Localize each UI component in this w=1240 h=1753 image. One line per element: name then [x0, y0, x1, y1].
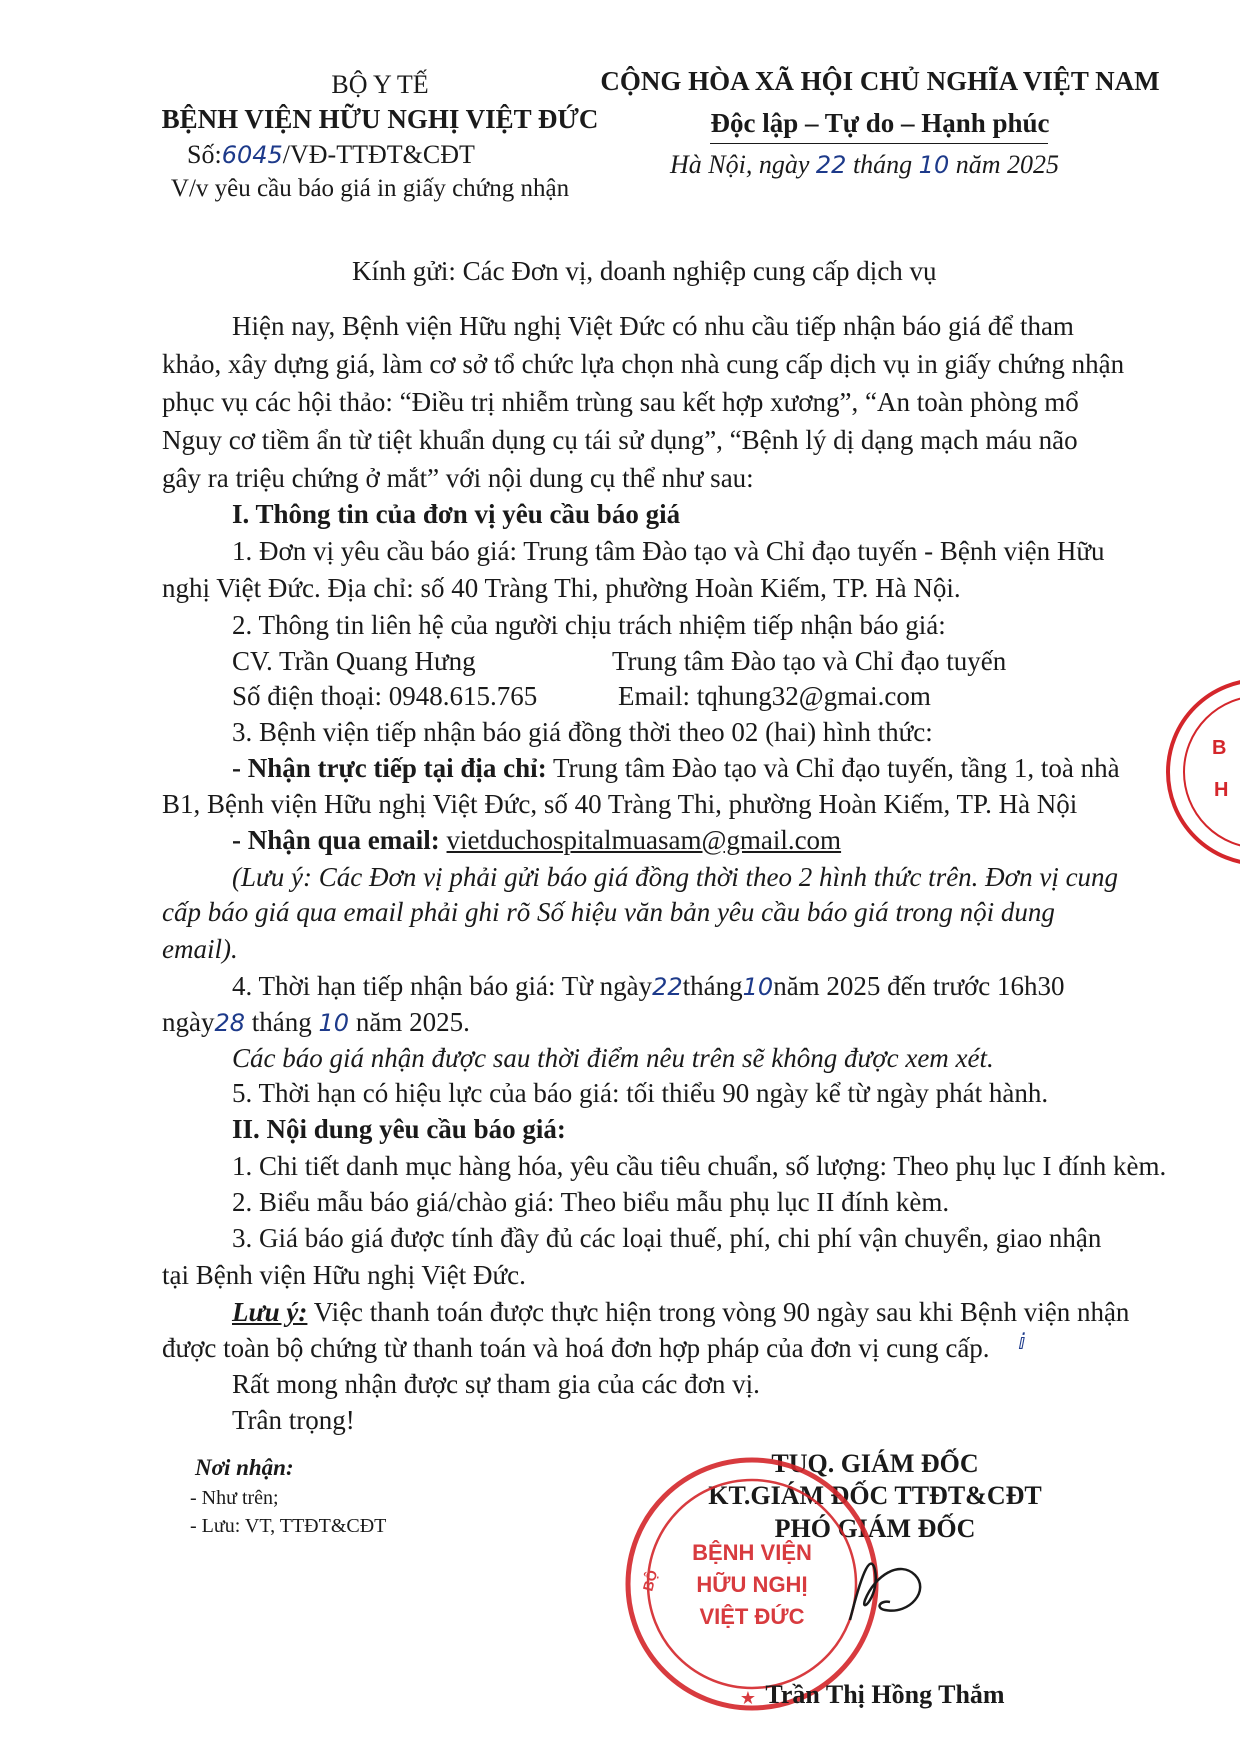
intro-line: khảo, xây dựng giá, làm cơ sở tổ chức lựa chọn nhà cung cấp dịch vụ in giấy chứng nhận [162, 349, 1125, 379]
recipients-heading: Nơi nhận: [195, 1455, 294, 1480]
doc-no-handwritten: 6045 [221, 141, 283, 169]
payment-note [232, 1293, 1129, 1331]
section-2-item-3-cont: tại Bệnh viện Hữu nghị Việt Đức. [162, 1260, 526, 1290]
contact-unit: Trung tâm Đào tạo và Chỉ đạo tuyến [612, 646, 1007, 676]
direct-label: - Nhận trực tiếp tại địa chỉ: [232, 753, 547, 783]
hospital-name: BỆNH VIỆN HỮU NGHỊ VIỆT ĐỨC [161, 104, 599, 134]
section-1-item-5: 5. Thời hạn có hiệu lực của báo giá: tối thiểu 90 ngày kể từ ngày phát hành. [232, 1078, 1049, 1108]
handwritten-signature [830, 1540, 950, 1640]
item4-day2-handwritten: 28 [214, 1009, 246, 1037]
item4-text: ngày [162, 1007, 215, 1037]
stamp-side-text: BỘ [639, 1568, 661, 1593]
svg-text:H: H [1214, 779, 1229, 801]
payment-note-text: Việc thanh toán được thực hiện trong vòng 90 ngày sau khi Bệnh viện nhận [313, 1297, 1130, 1327]
payment-note-label: Lưu ý: [232, 1297, 308, 1327]
item4-month2-handwritten: 10 [318, 1009, 350, 1037]
payment-note-cont: được toàn bộ chứng từ thanh toán và hoá đơn hợp pháp của đơn vị cung cấp. [162, 1333, 990, 1363]
motto-underline [710, 143, 1048, 144]
section-1-item-4-note: Các báo giá nhận được sau thời điểm nêu trên sẽ không được xem xét. [232, 1043, 994, 1073]
item4-text: tháng [682, 971, 743, 1001]
doc-no-prefix: Số: [187, 140, 222, 169]
section-2-item-1: 1. Chi tiết danh mục hàng hóa, yêu cầu tiêu chuẩn, số lượng: Theo phụ lục I đính kèm. [232, 1151, 1167, 1181]
submission-note-cont: email). [162, 934, 238, 964]
signature-title-2: KT.GIÁM ĐỐC TTĐT&CĐT [708, 1481, 1042, 1510]
direct-text: Trung tâm Đào tạo và Chỉ đạo tuyến, tầng 1, toà nhà [552, 753, 1120, 783]
section-1-item-4 [232, 967, 1065, 1006]
intro-line: Nguy cơ tiềm ẩn từ tiệt khuẩn dụng cụ tái sử dụng”, “Bệnh lý dị dạng mạch máu não [162, 425, 1078, 455]
date-day-handwritten: 22 [815, 151, 847, 179]
addressee: Kính gửi: Các Đơn vị, doanh nghiệp cung cấp dịch vụ [352, 256, 937, 286]
signature-title-1: TUQ. GIÁM ĐỐC [771, 1449, 979, 1478]
item4-day1-handwritten: 22 [652, 973, 683, 1001]
date-place: Hà Nội, ngày [670, 150, 810, 179]
section-1-item-1: 1. Đơn vị yêu cầu báo giá: Trung tâm Đào tạo và Chỉ đạo tuyến - Bệnh viện Hữu [232, 536, 1105, 566]
date-month-handwritten: 10 [918, 151, 950, 179]
document-subject: V/v yêu cầu báo giá in giấy chứng nhận [170, 175, 570, 202]
svg-text:B: B [1212, 737, 1227, 759]
contact-email: Email: tqhung32@gmai.com [618, 681, 931, 711]
stamp-star-icon: ★ [739, 1688, 757, 1708]
doc-no-suffix: /VĐ-TTĐT&CĐT [282, 140, 475, 169]
stamp-line-2: HỮU NGHỊ [696, 1572, 808, 1597]
document-number [187, 140, 475, 170]
item4-text: 4. Thời hạn tiếp nhận báo giá: Từ ngày [232, 971, 653, 1001]
intro-line: phục vụ các hội thảo: “Điều trị nhiễm trùng sau kết hợp xương”, “An toàn phòng mổ [162, 387, 1079, 417]
stamp-line-3: VIỆT ĐỨC [699, 1604, 805, 1629]
initial-mark-icon: ⅈ [1018, 1330, 1026, 1355]
regards-line: Trân trọng! [232, 1405, 355, 1435]
national-motto: Độc lập – Tự do – Hạnh phúc [710, 108, 1050, 138]
section-2-item-2: 2. Biểu mẫu báo giá/chào giá: Theo biểu mẫu phụ lục II đính kèm. [232, 1187, 950, 1217]
submission-note: (Lưu ý: Các Đơn vị phải gửi báo giá đồng thời theo 2 hình thức trên. Đơn vị cung [232, 862, 1119, 892]
closing-line: Rất mong nhận được sự tham gia của các đơn vị. [232, 1369, 760, 1399]
signature-title-3: PHÓ GIÁM ĐỐC [774, 1514, 976, 1543]
date-month-label: tháng [852, 150, 913, 179]
intro-line: gây ra triệu chứng ở mắt” với nội dung cụ thể như sau: [162, 463, 754, 493]
item4-text: tháng [251, 1007, 312, 1037]
recipient-item: - Như trên; [190, 1487, 279, 1509]
section-1-item-4-cont [162, 1003, 470, 1042]
direct-submission [232, 749, 1120, 787]
email-submission [232, 821, 841, 859]
edge-seal [1160, 672, 1240, 872]
section-2-item-3: 3. Giá báo giá được tính đầy đủ các loại thuế, phí, chi phí vận chuyển, giao nhận [232, 1223, 1102, 1253]
section-1-heading: I. Thông tin của đơn vị yêu cầu báo giá [232, 499, 681, 529]
email-label: - Nhận qua email: [232, 825, 440, 855]
contact-phone: Số điện thoại: 0948.615.765 [232, 681, 538, 711]
direct-submission-cont: B1, Bệnh viện Hữu nghị Việt Đức, số 40 Tràng Thi, phường Hoàn Kiếm, TP. Hà Nội [162, 789, 1078, 819]
item4-month1-handwritten: 10 [742, 973, 774, 1001]
nation-title: CỘNG HÒA XÃ HỘI CHỦ NGHĨA VIỆT NAM [600, 66, 1160, 96]
issue-date [670, 150, 1059, 180]
item4-text: năm 2025 đến trước 16h30 [773, 971, 1065, 1001]
submission-note-cont: cấp báo giá qua email phải ghi rõ Số hiệu văn bản yêu cầu báo giá trong nội dung [162, 897, 1055, 927]
intro-line: Hiện nay, Bệnh viện Hữu nghị Việt Đức có nhu cầu tiếp nhận báo giá để tham [232, 311, 1074, 341]
section-2-heading: II. Nội dung yêu cầu báo giá: [232, 1114, 566, 1144]
ministry-name: BỘ Y TẾ [331, 70, 429, 99]
stamp-line-1: BỆNH VIỆN [692, 1540, 812, 1565]
recipient-item: - Lưu: VT, TTĐT&CĐT [190, 1515, 387, 1537]
item4-text: năm 2025. [355, 1007, 470, 1037]
date-year: năm 2025 [955, 150, 1059, 179]
section-1-item-2: 2. Thông tin liên hệ của người chịu trách nhiệm tiếp nhận báo giá: [232, 610, 946, 640]
contact-name: CV. Trần Quang Hưng [232, 646, 476, 676]
section-1-item-1-cont: nghị Việt Đức. Địa chỉ: số 40 Tràng Thi, phường Hoàn Kiếm, TP. Hà Nội. [162, 573, 961, 603]
section-1-item-3: 3. Bệnh viện tiếp nhận báo giá đồng thời theo 02 (hai) hình thức: [232, 717, 933, 747]
signer-name: Trần Thị Hồng Thắm [765, 1680, 1005, 1709]
email-value: vietduchospitalmuasam@gmail.com [446, 825, 842, 855]
